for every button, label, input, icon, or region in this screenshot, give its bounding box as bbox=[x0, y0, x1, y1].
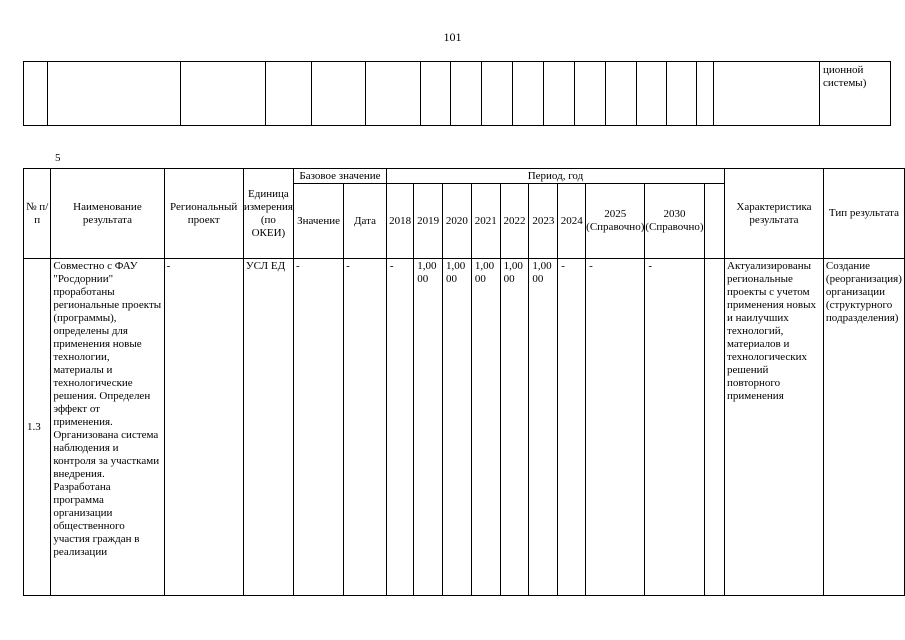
continuation-cell-text: ционной системы) bbox=[820, 62, 891, 126]
regional-project-value: - bbox=[164, 259, 243, 596]
result-name: Совместно с ФАУ "Росдорнии" проработаны региональные проекты (программы), определены для применения новые технологии, материалы и технологические решения. Определен эффект от применения. Организована система наблюдения и контроля за участками внедрения. Разработана программа организации общественного участия граждан в реализации bbox=[51, 259, 164, 596]
base-date: - bbox=[344, 259, 387, 596]
row-number: 1.3 bbox=[24, 259, 51, 596]
year-value: - bbox=[645, 259, 704, 596]
header-year: 2025 (Справочно) bbox=[586, 184, 645, 259]
year-value: - bbox=[558, 259, 586, 596]
characteristic-value: Актуализированы региональные проекты с учетом применения новых и наилучших технологий, материалов и технологических решений повторного применения bbox=[725, 259, 824, 596]
type-value: Создание (реорганизация) организации (структурного подразделения) bbox=[823, 259, 904, 596]
header-base-value-group: Базовое значение bbox=[293, 169, 386, 184]
header-year: 2024 bbox=[558, 184, 586, 259]
header-row-top bbox=[24, 169, 905, 184]
header-characteristic: Характеристика результата bbox=[725, 169, 824, 259]
base-value: - bbox=[293, 259, 343, 596]
header-year: 2030 (Справочно) bbox=[645, 184, 704, 259]
header-num: № п/п bbox=[24, 169, 51, 259]
unit-value: УСЛ ЕД bbox=[243, 259, 293, 596]
header-year: 2019 bbox=[414, 184, 443, 259]
header-name: Наименование результата bbox=[51, 169, 164, 259]
header-type: Тип результата bbox=[823, 169, 904, 259]
results-table bbox=[23, 168, 905, 596]
year-value: 1,00 00 bbox=[500, 259, 529, 596]
year-value: 1,00 00 bbox=[414, 259, 443, 596]
header-regional-project: Региональный проект bbox=[164, 169, 243, 259]
header-year: 2020 bbox=[443, 184, 472, 259]
continuation-table bbox=[23, 61, 891, 126]
year-value: - bbox=[586, 259, 645, 596]
year-value: 1,00 00 bbox=[471, 259, 500, 596]
header-base-date: Дата bbox=[344, 184, 387, 259]
year-value: 1,00 00 bbox=[529, 259, 558, 596]
continuation-row bbox=[24, 62, 891, 126]
page-number: 101 bbox=[443, 30, 462, 44]
year-value: - bbox=[386, 259, 413, 596]
header-year: 2023 bbox=[529, 184, 558, 259]
header-year: 2021 bbox=[471, 184, 500, 259]
header-period-group: Период, год bbox=[386, 169, 724, 184]
header-unit: Единица измерения (по ОКЕИ) bbox=[243, 169, 293, 259]
table-row bbox=[24, 259, 905, 596]
year-value: 1,00 00 bbox=[443, 259, 472, 596]
section-number: 5 bbox=[55, 152, 61, 164]
header-base-value: Значение bbox=[293, 184, 343, 259]
header-year: 2022 bbox=[500, 184, 529, 259]
header-year: 2018 bbox=[386, 184, 413, 259]
